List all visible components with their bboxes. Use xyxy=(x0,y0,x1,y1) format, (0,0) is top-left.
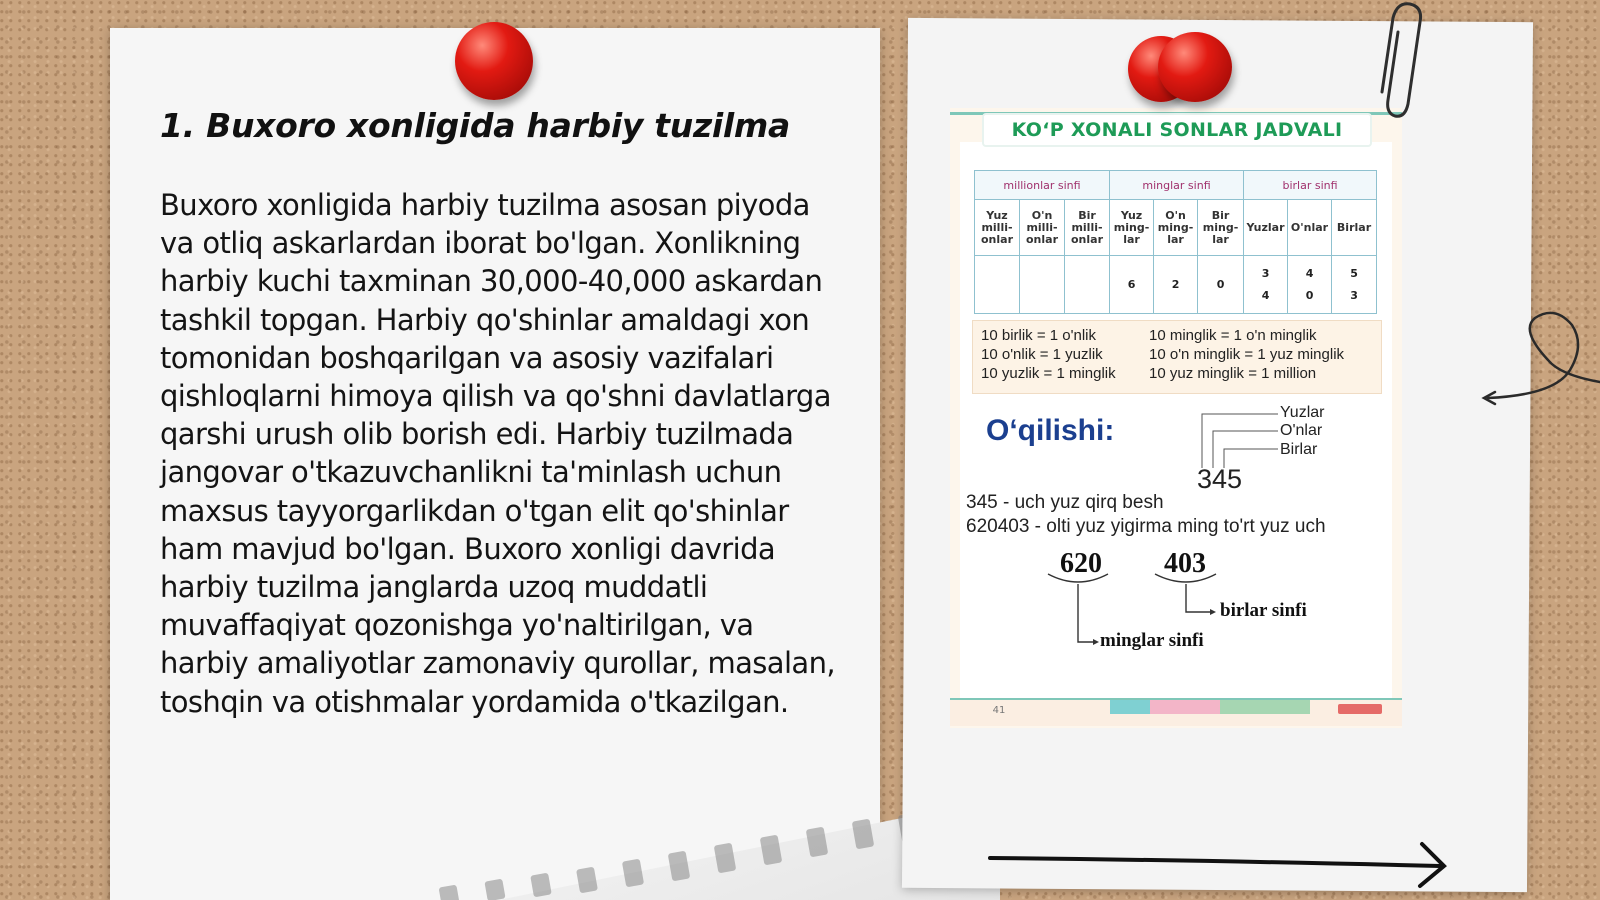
class-label-thousands: minglar sinfi xyxy=(1100,630,1204,651)
reading-line: 345 - uch yuz qirq besh xyxy=(966,492,1164,513)
column-header: Yuz ming- lar xyxy=(1110,200,1154,256)
conversion-line: 10 yuzlik = 1 minglik xyxy=(981,365,1116,382)
reading-line: 620403 - olti yuz yigirma ming to'rt yuz uch xyxy=(966,516,1326,537)
group-header: minglar sinfi xyxy=(1110,171,1244,200)
slide-body-text: Buxoro xonligida harbiy tuzilma asosan piyoda va otliq askarlardan iborat bo'lgan. Xonlikning harbiy kuchi taxminan 30,000-40,000 askardan tashkil topgan. Harbiy qo'shinlar amaldagi xon tomonidan boshqarilgan va asosiy vazifalari qishloqlarni himoya qilish va qo'shni davlatlarga qarshi urush olib borish edi. Harbiy tuzilmada jangovar o'tkazuvchanlikni ta'minlash uchun maxsus tayyorgarlikdan o'tgan elit qo'shinlar ham mavjud bo'lgan. Buxoro xonligi davrida harbiy tuzilma janglarda uzoq muddatli muvaffaqiyat qozonishga yo'naltirilgan, va harbiy amaliyotlar zamonaviy qurollar, masalan, toshqin va otishmalar yordamida o'tkazilgan. xyxy=(160,188,835,719)
column-header: Yuz milli- onlar xyxy=(975,200,1020,256)
page-number: 41 xyxy=(992,705,1006,716)
conversion-line: 10 o'nlik = 1 yuzlik xyxy=(981,346,1103,363)
table-cell: 6 xyxy=(1110,256,1154,314)
table-cell: 5 3 xyxy=(1332,256,1377,314)
column-header: O'nlar xyxy=(1288,200,1332,256)
split-number-thousands: 620 xyxy=(1060,548,1102,579)
conversion-line: 10 minglik = 1 o'n minglik xyxy=(1149,327,1317,344)
class-label-units: birlar sinfi xyxy=(1220,600,1307,621)
digit-label-hundreds: Yuzlar xyxy=(1280,404,1325,421)
group-header: millionlar sinfi xyxy=(975,171,1110,200)
column-header: Bir milli- onlar xyxy=(1065,200,1110,256)
right-arrow-icon xyxy=(990,844,1444,886)
column-header: O'n milli- onlar xyxy=(1020,200,1065,256)
split-number-units: 403 xyxy=(1164,548,1206,579)
conversion-line: 10 birlik = 1 o'nlik xyxy=(981,327,1097,344)
table-heading: KO‘P XONALI SONLAR JADVALI xyxy=(982,113,1372,147)
slide-title: 1. Buxoro xonligida harbiy tuzilma xyxy=(160,106,790,145)
paperclip-icon xyxy=(1382,4,1421,116)
reading-title: O‘qilishi: xyxy=(986,414,1115,447)
table-cell: 3 4 xyxy=(1244,256,1288,314)
column-header: O'n ming- lar xyxy=(1154,200,1198,256)
conversion-line: 10 o'n minglik = 1 yuz minglik xyxy=(1149,346,1345,363)
table-cell: 0 xyxy=(1198,256,1244,314)
column-header: Birlar xyxy=(1332,200,1377,256)
column-header: Yuzlar xyxy=(1244,200,1288,256)
column-header: Bir ming- lar xyxy=(1198,200,1244,256)
digit-label-tens: O'nlar xyxy=(1280,422,1323,439)
group-header: birlar sinfi xyxy=(1244,171,1377,200)
conversion-line: 10 yuz minglik = 1 million xyxy=(1149,365,1317,382)
table-cell: 4 0 xyxy=(1288,256,1332,314)
table-cell: 2 xyxy=(1154,256,1198,314)
string-loop-icon xyxy=(1484,313,1600,404)
example-number: 345 xyxy=(1197,464,1243,494)
digit-label-ones: Birlar xyxy=(1280,441,1318,458)
